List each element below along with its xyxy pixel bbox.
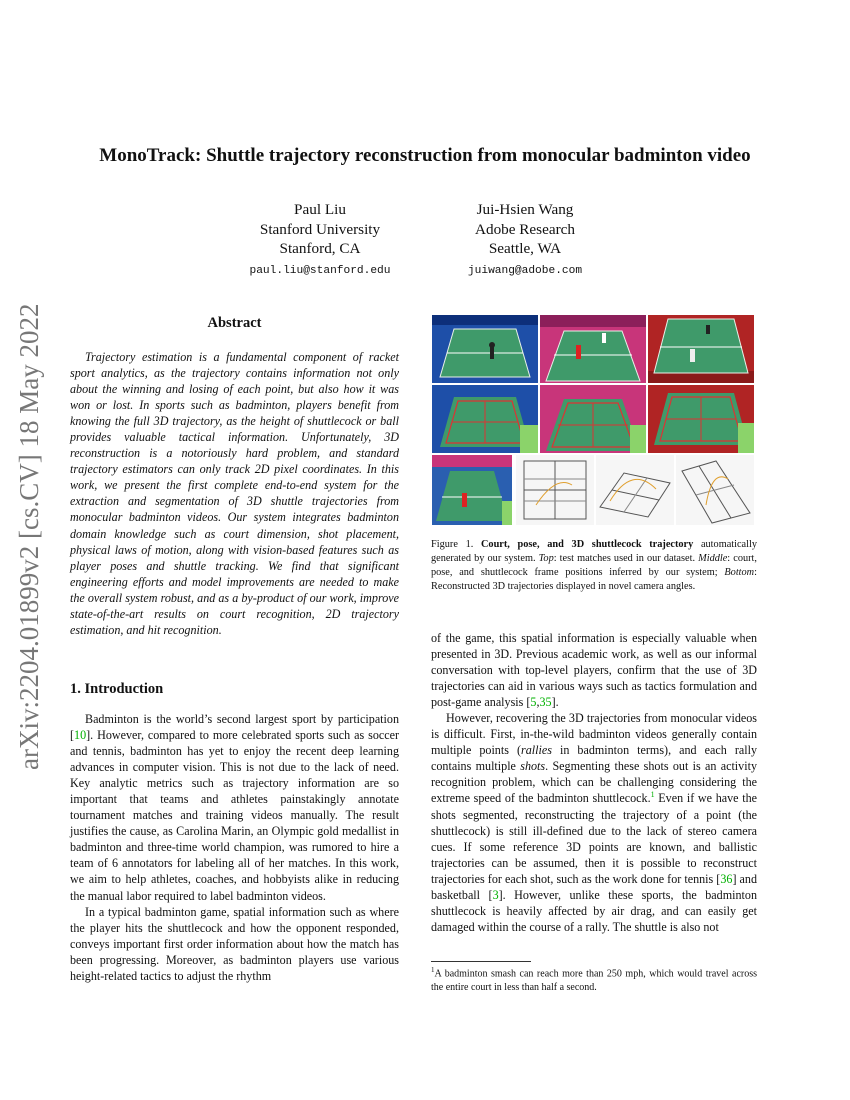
court-detection-overlay [540, 385, 646, 453]
match-photo [540, 315, 646, 383]
caption-bottom-label: Bottom [724, 567, 755, 578]
match-photo [432, 455, 512, 525]
figure-1-caption [431, 538, 757, 594]
right-column-body [431, 630, 757, 935]
author-email[interactable]: paul.liu@stanford.edu [249, 264, 391, 277]
text-run: ] and basketball [ [431, 871, 757, 902]
match-photo [648, 315, 754, 383]
abstract-text: Trajectory estimation is a fundamental component of racket sport analytics, as the trajectory contains information not only about the winning and losing of each point, but also how it was won or lost. In sports such as badminton, players benefit from knowing the full 3D trajectory, as the height of shuttlecock or ball provides valuable tactical information. Unfortunately, 3D reconstruction is a notoriously hard problem, and standard trajectory estimators can only track 2D pixel coordinates. In this work, we present the first complete end-to-end system for the extraction and segmentation of 3D shuttle trajectories from monocular badminton videos. Our system integrates badminton domain knowledge such as court dimension, shot placement, physical laws of motion, along with vision-based features such as player poses and shuttle tracking. We find that significant engineering efforts and model improvements are needed to make the overall system robust, and as a by-product of our work, improve state-of-the-art results on court recognition, 2D trajectory estimation, and hit recognition. [70, 350, 399, 637]
introduction-body [70, 711, 399, 984]
intro-paragraph-2: In a typical badminton game, spatial information such as where the player hits the shuttlecock and how the opponent responded, conveys important first order information about how the match has been progressing. Moreover, as badminton players use various height-related tactics to adjust the rhythm [70, 904, 399, 983]
author-name: Paul Liu [294, 201, 346, 218]
text-run: , [536, 695, 540, 710]
text-run: However, recovering the 3D trajectories from monocular videos is difficult. First, in-the-wild badminton videos generally contain multiple points ( [431, 711, 757, 758]
caption-middle-label: Middle [698, 553, 728, 564]
match-photo [432, 315, 538, 383]
text-run: Badminton is the world’s second largest sport by participation [ [70, 712, 399, 743]
citation-link[interactable]: 35 [539, 695, 552, 710]
author-block-2 [420, 200, 630, 281]
text-run: : test matches used in our dataset. [553, 553, 699, 564]
arxiv-stamp [2, 280, 48, 780]
author-affiliation: Adobe Research [475, 220, 575, 238]
text-run: ]. [551, 695, 559, 710]
intro-paragraph-1 [70, 711, 399, 904]
text-run: automatically generated by our system. [431, 539, 758, 564]
text-run: : court, pose, and shuttlecock frame positions inferred by our system; [431, 553, 757, 578]
emphasis: rallies [521, 743, 552, 758]
caption-label: Figure 1. [431, 539, 474, 550]
figure-1 [432, 315, 754, 525]
trajectory-3d-view [596, 455, 674, 525]
section-heading-introduction: 1. Introduction [70, 681, 164, 697]
citation-link[interactable]: 36 [720, 871, 733, 886]
text-run: . Segmenting these shots out is an activity recognition problem, which can be challenging considering the extreme speed of the badminton shuttlecock. [431, 759, 757, 806]
text-run: ]. However, compared to more celebrated sports such as soccer and tennis, badminton has yet to enjoy the recent deep learning advances in computer vision. This is not due to the lack of need. Key analytic metrics such as trajectory information are so important that teams and athletes painstakingly annotate tournament matches and training videos manually. The result justifies the cause, as Carolina Marin, an Olympic gold medallist in badminton and three-time world champion, was rumored to hire a team of 6 annotators for labeling all of her matches. In this work, we aim to help athletes, coaches, and hobbyists alike in reducing the manual labor required to label badminton videos. [70, 728, 399, 903]
text-run: Even if we have the shots segmented, reconstructing the trajectory of a point (the shuttlecock) is still ill-defined due to the lack of stereo camera cues. If some reference 3D points are known, and ballistic trajectories can be assumed, then it is possible to reconstruct trajectories for each shot, such as the work done for tennis [ [431, 791, 757, 886]
author-block-1 [220, 200, 420, 281]
court-detection-overlay [432, 385, 538, 453]
citation-link[interactable]: 3 [492, 887, 499, 902]
emphasis: shots [520, 759, 546, 774]
abstract-heading: Abstract [207, 315, 262, 331]
footnote-divider [431, 961, 531, 962]
footnote-text: A badminton smash can reach more than 250 mph, which would travel across the entire court in less than half a second. [431, 968, 757, 993]
arxiv-stamp-text: arXiv:2204.01899v2 [cs.CV] 18 May 2022 [14, 303, 44, 770]
author-location: Stanford, CA [279, 240, 361, 257]
text-run: in badminton terms), and each rally contains multiple [431, 743, 757, 774]
author-affiliation: Stanford University [259, 220, 381, 238]
author-email[interactable]: juiwang@adobe.com [467, 264, 583, 277]
text-run: ]. However, unlike these sports, the badminton shuttlecock is heavily affected by air drag, and can easily get damaged within the course of a rally. The shuttle is also not [431, 887, 757, 934]
court-detection-overlay [648, 385, 754, 453]
citation-link[interactable]: 5 [530, 695, 537, 710]
footnote-mark: 1 [431, 966, 435, 974]
text-run: : Reconstructed 3D trajectories displayed in novel camera angles. [431, 567, 757, 592]
footnote-link[interactable]: 1 [650, 790, 655, 800]
paper-title: MonoTrack: Shuttle trajectory reconstruction from monocular badminton video [99, 145, 751, 166]
author-name: Jui-Hsien Wang [476, 201, 574, 218]
trajectory-3d-view [516, 455, 594, 525]
author-location: Seattle, WA [488, 240, 562, 257]
trajectory-3d-view [676, 455, 754, 525]
citation-link[interactable]: 10 [74, 728, 87, 743]
right-paragraph-2 [431, 710, 757, 935]
caption-top-label: Top [538, 553, 554, 564]
right-paragraph-1 [431, 630, 757, 710]
abstract-body [70, 349, 399, 638]
text-run: of the game, this spatial information is especially valuable when presented in 3D. Previous academic work, as well as our informal conversation with top-level players, confirm that the use of 3D trajectories can aid in various ways such as tactics formulation and post-game analysis [ [431, 631, 757, 710]
footnote [431, 964, 757, 994]
caption-bold: Court, pose, and 3D shuttlecock trajectory [480, 539, 694, 550]
